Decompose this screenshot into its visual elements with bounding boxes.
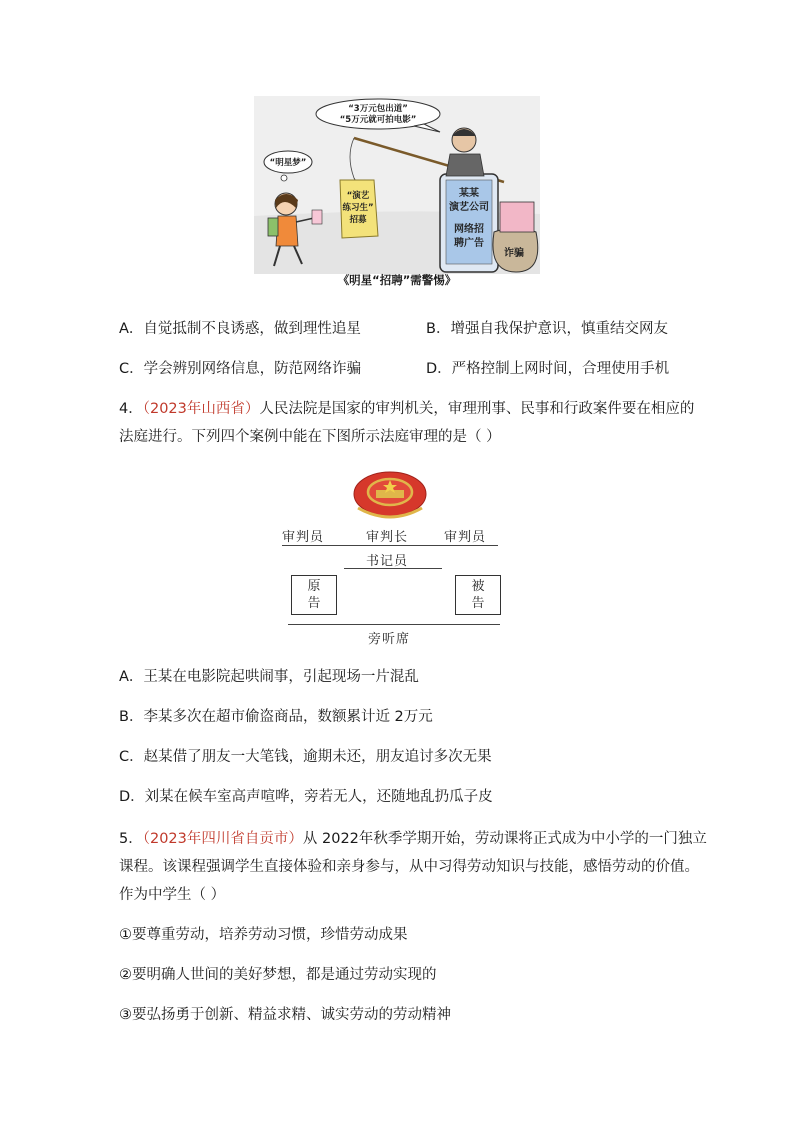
judge-right-label: 审判员 (444, 530, 487, 545)
thought-text: “明星梦” (269, 158, 307, 168)
bench-line (282, 545, 498, 546)
cartoon-caption: 《明星“招聘”需警惕》 (337, 273, 457, 287)
speech-text-1: “3万元包出道” (348, 104, 408, 114)
q4-option-b: B．李某多次在超市偷盗商品，数额累计近 2万元 (119, 709, 433, 725)
q3-option-b: B．增强自我保护意识，慎重结交网友 (426, 321, 668, 337)
q5-source: （2023年四川省自贡市） (142, 831, 303, 847)
judge-left-label: 审判员 (282, 530, 325, 545)
plaintiff-label-1: 原 (307, 579, 321, 594)
phone-text-2: 演艺公司 (449, 202, 489, 213)
q5-number: 5． (119, 831, 143, 847)
q3-option-a: A．自觉抵制不良诱惑，做到理性追星 (119, 321, 361, 337)
q3-option-d: D．严格控制上网时间，合理使用手机 (426, 361, 670, 377)
national-emblem-icon (344, 468, 436, 520)
q5-item-1: ①要尊重劳动，培养劳动习惯，珍惜劳动成果 (119, 927, 408, 943)
cartoon-illustration (254, 96, 540, 294)
q5-stem-line-3: 作为中学生（ ） (119, 887, 226, 903)
q4-stem-line-2: 法庭进行。下列四个案例中能在下图所示法庭审理的是（ ） (119, 429, 501, 445)
clerk-label: 书记员 (366, 554, 409, 569)
speech-text-2: “5万元就可拍电影” (339, 115, 417, 125)
q5-stem-line-1 (119, 828, 707, 850)
q4-source: （2023年山西省） (142, 401, 260, 417)
defendant-box (455, 575, 501, 615)
q4-option-c: C．赵某借了朋友一大笔钱，逾期未还，朋友追讨多次无果 (119, 749, 492, 765)
q5-item-2: ②要明确人世间的美好梦想，都是通过劳动实现的 (119, 967, 437, 983)
q4-number: 4． (119, 401, 143, 417)
defendant-label-2: 告 (471, 596, 485, 611)
q5-stem-line-2: 课程。该课程强调学生直接体验和亲身参与，从中习得劳动知识与技能，感悟劳动的价值。 (119, 859, 699, 875)
defendant-label-1: 被 (471, 579, 485, 594)
plaintiff-box (291, 575, 337, 615)
q5-stem-1: 从 2022年秋季学期开始，劳动课将正式成为中小学的一门独立 (302, 831, 707, 847)
bait-sign-text-1: “演艺 (346, 191, 370, 201)
plaintiff-label-2: 告 (307, 596, 321, 611)
phone-text-3: 网络招 (454, 224, 484, 235)
clerk-line (344, 568, 442, 569)
q4-stem-1: 人民法院是国家的审判机关，审理刑事、民事和行政案件要在相应的 (259, 401, 695, 417)
bait-sign-text-2: 练习生” (342, 203, 374, 213)
q5-item-3: ③要弘扬勇于创新、精益求精、诚实劳动的劳动精神 (119, 1007, 451, 1023)
q4-stem-line-1 (119, 398, 694, 420)
chief-judge-label: 审判长 (366, 530, 409, 545)
q3-option-c: C．学会辨别网络信息，防范网络诈骗 (119, 361, 362, 377)
gallery-label: 旁听席 (368, 632, 411, 647)
q4-option-d: D．刘某在候车室高声喧哗，旁若无人，还随地乱扔瓜子皮 (119, 789, 493, 805)
phone-text-1: 某某 (459, 188, 479, 199)
bag-label: 诈骗 (504, 248, 524, 259)
q4-option-a: A．王某在电影院起哄闹事，引起现场一片混乱 (119, 669, 419, 685)
money-bag (493, 202, 538, 272)
bait-sign-text-3: 招募 (349, 215, 367, 225)
gallery-line (288, 624, 500, 625)
phone-text-4: 聘广告 (454, 238, 484, 249)
